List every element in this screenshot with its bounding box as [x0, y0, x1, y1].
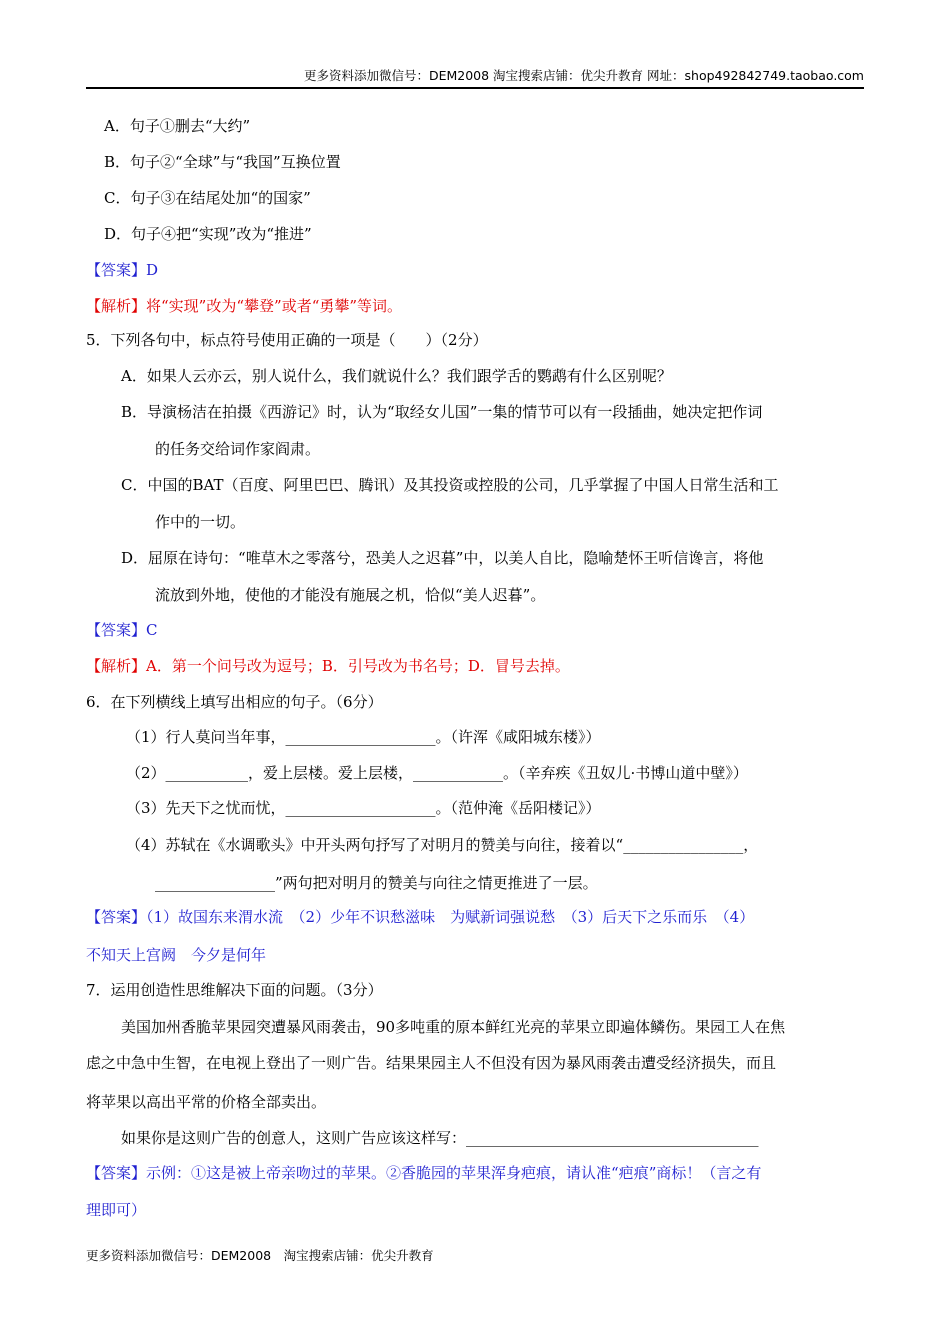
- answer-label: 【答案】: [86, 621, 147, 639]
- analysis-text: 将“实现”改为“攀登”或者“勇攀”等词。: [146, 297, 403, 315]
- q5-answer: [86, 620, 158, 640]
- q4-analysis: [86, 296, 402, 316]
- page-footer: 更多资料添加微信号：DEM2008 淘宝搜索店铺：优尖升教育: [86, 1248, 434, 1263]
- q4-option-a: A．句子①删去“大约”: [104, 117, 251, 135]
- q4-option-c: C．句子③在结尾处加“的国家”: [104, 189, 311, 207]
- q5-option-c: C．中国的BAT（百度、阿里巴巴、腾讯）及其投资或控股的公司，几乎掌握了中国人日常生活和工: [121, 476, 779, 494]
- answer-text: 示例：①这是被上帝亲吻过的苹果。②香脆园的苹果浑身疤痕，请认准“疤痕”商标！（言之有: [146, 1164, 762, 1182]
- q5-stem: 5．下列各句中，标点符号使用正确的一项是（ ）（2分）: [86, 331, 488, 349]
- q4-option-b: B．句子②“全球”与“我国”互换位置: [104, 153, 341, 171]
- q7-answer-cont: 理即可）: [86, 1201, 147, 1219]
- answer-label: 【答案】: [86, 261, 147, 279]
- q6-item-2: （2）___________，爱上层楼。爱上层楼，____________。（辛弃疾《丑奴儿·书博山道中壁》）: [126, 764, 748, 782]
- q6-answer: [86, 907, 754, 927]
- q7-stem: 7．运用创造性思维解决下面的问题。（3分）: [86, 981, 383, 999]
- q5-option-b: B．导演杨洁在拍摄《西游记》时，认为“取经女儿国”一集的情节可以有一段插曲，她决定把作词: [121, 403, 763, 421]
- analysis-label: 【解析】: [86, 657, 147, 675]
- analysis-label: 【解析】: [86, 297, 147, 315]
- q4-option-d: D．句子④把“实现”改为“推进”: [104, 225, 312, 243]
- answer-text: （1）故国东来渭水流 （2）少年不识愁滋味 为赋新词强说愁 （3）后天下之乐而乐 （4）: [146, 908, 755, 926]
- q5-analysis: [86, 656, 570, 676]
- q6-item-4: （4）苏轼在《水调歌头》中开头两句抒写了对明月的赞美与向往，接着以“________________，: [126, 836, 759, 854]
- q7-passage-line-1: 美国加州香脆苹果园突遭暴风雨袭击，90多吨重的原本鲜红光亮的苹果立即遍体鳞伤。果园工人在焦: [121, 1018, 786, 1036]
- q5-option-c-cont: 作中的一切。: [155, 513, 246, 531]
- answer-label: 【答案】: [86, 908, 147, 926]
- q6-item-4-cont: ________________”两句把对明月的赞美与向往之情更推进了一层。: [155, 874, 598, 892]
- answer-text: D: [146, 261, 159, 279]
- q5-option-b-cont: 的任务交给词作家阎肃。: [155, 440, 321, 458]
- q6-item-3: （3）先天下之忧而忧，____________________。（范仲淹《岳阳楼记》）: [126, 799, 601, 817]
- answer-label: 【答案】: [86, 1164, 147, 1182]
- q5-option-d-cont: 流放到外地，使他的才能没有施展之机，恰似“美人迟暮”。: [155, 586, 546, 604]
- header-divider: [86, 87, 864, 89]
- q5-option-a: A．如果人云亦云，别人说什么，我们就说什么？我们跟学舌的鹦鹉有什么区别呢？: [121, 367, 672, 385]
- q6-answer-cont: 不知天上宫阙 今夕是何年: [86, 946, 267, 964]
- q6-stem: 6．在下列横线上填写出相应的句子。（6分）: [86, 693, 383, 711]
- q7-passage-line-2: 虑之中急中生智，在电视上登出了一则广告。结果果园主人不但没有因为暴风雨袭击遭受经济损失，而且: [86, 1054, 777, 1072]
- answer-text: C: [146, 621, 158, 639]
- q7-passage-line-3: 将苹果以高出平常的价格全部卖出。: [86, 1093, 327, 1111]
- q7-passage-line-4: 如果你是这则广告的创意人，这则广告应该这样写：_______________________________________: [121, 1129, 759, 1147]
- q7-answer: [86, 1163, 761, 1183]
- q4-answer: [86, 260, 158, 280]
- q6-item-1: （1）行人莫问当年事，____________________。（许浑《咸阳城东楼》）: [126, 728, 601, 746]
- analysis-text: A．第一个问号改为逗号；B．引号改为书名号；D．冒号去掉。: [146, 657, 570, 675]
- q5-option-d: D．屈原在诗句：“唯草木之零落兮，恐美人之迟暮”中，以美人自比，隐喻楚怀王听信谗言，将他: [121, 549, 764, 567]
- page-header: 更多资料添加微信号：DEM2008 淘宝搜索店铺：优尖升教育 网址：shop492842749.taobao.com: [303, 68, 864, 83]
